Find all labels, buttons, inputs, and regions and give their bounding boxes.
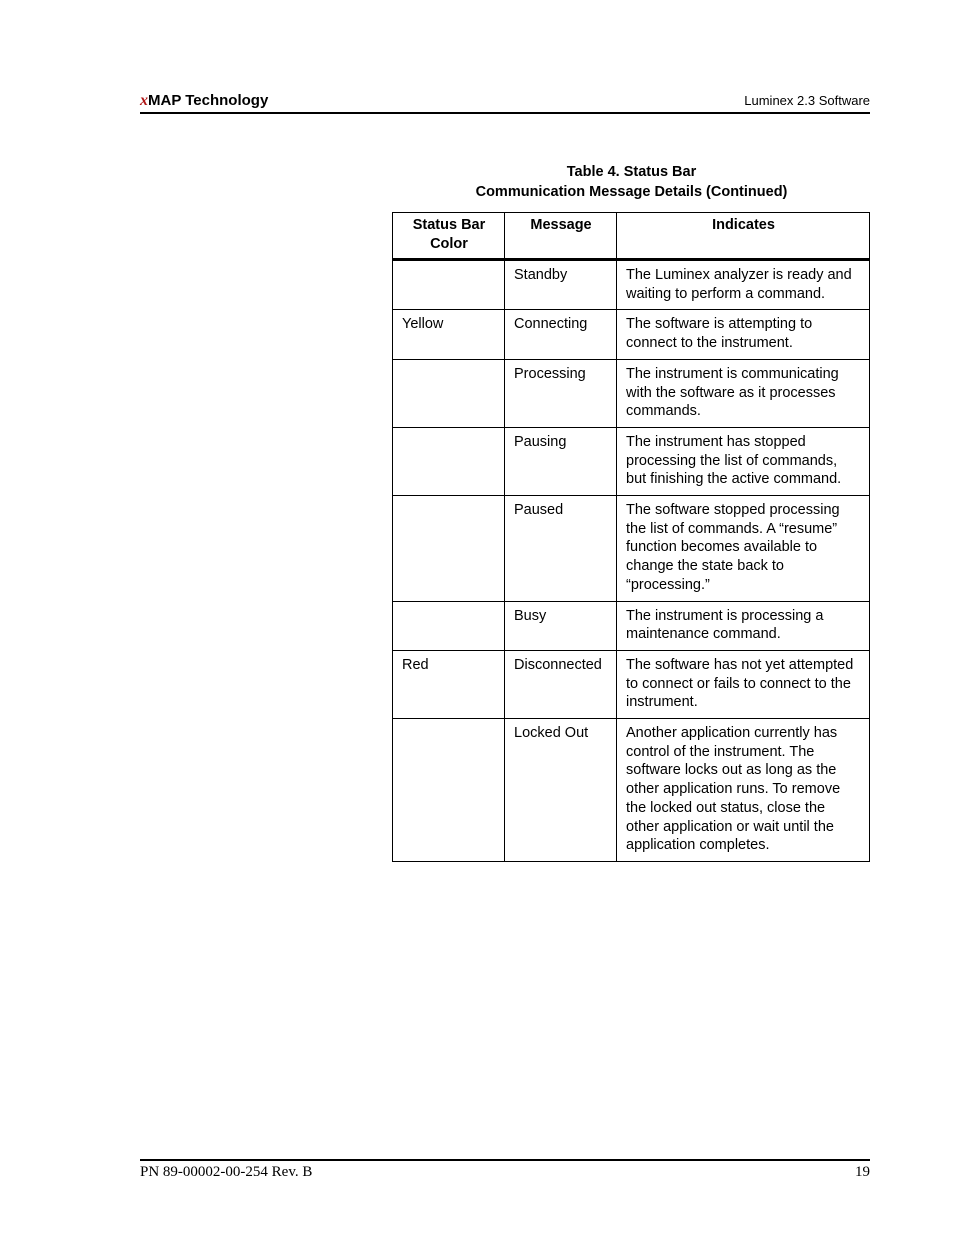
cell-message: Disconnected [505,650,617,718]
page-footer [140,1159,870,1185]
cell-message: Standby [505,260,617,310]
table-caption [393,163,870,202]
table-row [393,650,870,718]
cell-color: Red [393,650,505,718]
cell-color [393,427,505,495]
table-row [393,496,870,602]
table-row [393,359,870,427]
cell-message: Connecting [505,310,617,359]
cell-message: Pausing [505,427,617,495]
part-number: PN 89-00002-00-254 Rev. B [140,1164,313,1180]
cell-message: Locked Out [505,719,617,862]
status-bar-table [392,212,870,862]
cell-indicates: The instrument is processing a maintenance command. [617,601,870,650]
column-header-indicates: Indicates [617,213,870,260]
cell-message: Processing [505,359,617,427]
table-row [393,260,870,310]
cell-indicates: The instrument has stopped processing the list of commands, but finishing the active command. [617,427,870,495]
brand-title [140,92,268,110]
cell-indicates: Another application currently has control of the instrument. The software locks out as long as the other application runs. To remove the locked out status, close the other application or wait until the application completes. [617,719,870,862]
caption-line-2: Communication Message Details (Continued) [475,183,788,200]
page-header [140,92,870,114]
cell-color: Yellow [393,310,505,359]
cell-indicates: The software has not yet attempted to connect or fails to connect to the instrument. [617,650,870,718]
table-row [393,601,870,650]
cell-indicates: The instrument is communicating with the software as it processes commands. [617,359,870,427]
cell-color [393,496,505,602]
cell-color [393,359,505,427]
cell-indicates: The software is attempting to connect to the instrument. [617,310,870,359]
cell-indicates: The software stopped processing the list of commands. A “resume” function becomes available to change the state back to “processing.” [617,496,870,602]
brand-prefix: x [140,92,148,109]
product-name: Luminex 2.3 Software [744,93,870,108]
page-number: 19 [855,1164,870,1180]
table-row [393,427,870,495]
column-header-color: Status Bar Color [393,213,505,260]
cell-indicates: The Luminex analyzer is ready and waiting to perform a command. [617,260,870,310]
cell-message: Paused [505,496,617,602]
column-header-message: Message [505,213,617,260]
table-row [393,719,870,862]
brand-name: MAP Technology [148,92,269,109]
cell-color [393,601,505,650]
caption-line-1: Table 4. Status Bar [566,164,697,180]
cell-color [393,719,505,862]
cell-color [393,260,505,310]
table-row [393,310,870,359]
cell-message: Busy [505,601,617,650]
table-header-row [393,213,870,260]
